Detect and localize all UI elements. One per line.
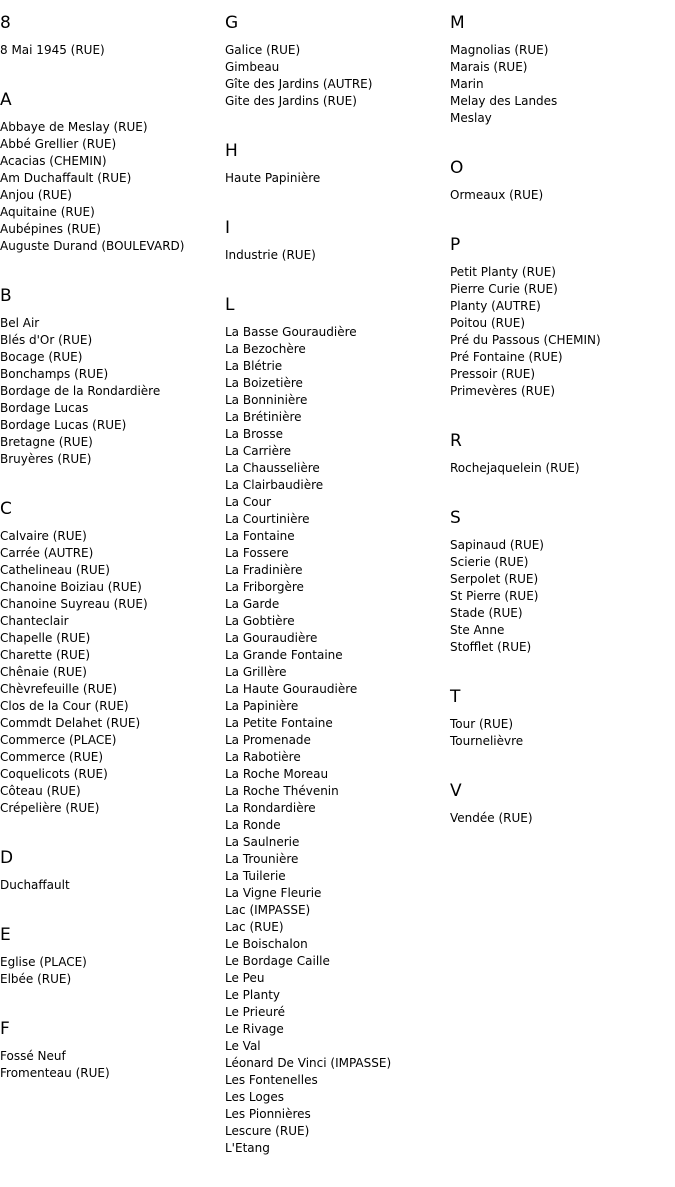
street-item: Charette (RUE) <box>0 648 91 662</box>
street-item: 8 Mai 1945 (RUE) <box>0 43 105 57</box>
letter-section <box>0 847 225 894</box>
street-item: Ormeaux (RUE) <box>450 188 544 202</box>
street-item: La Brétinière <box>225 410 302 424</box>
letter-section <box>0 924 225 988</box>
street-list <box>225 324 450 1157</box>
street-item: L'Etang <box>225 1141 270 1155</box>
street-list <box>450 187 675 204</box>
street-item: St Pierre (RUE) <box>450 589 539 603</box>
street-item: La Garde <box>225 597 280 611</box>
letter-section <box>0 12 225 59</box>
letter-section <box>450 157 675 204</box>
index-column-3 <box>450 0 675 857</box>
street-item: La Saulnerie <box>225 835 300 849</box>
street-item: La Haute Gouraudière <box>225 682 358 696</box>
street-item: Les Loges <box>225 1090 284 1104</box>
street-item: Commerce (PLACE) <box>0 733 117 747</box>
street-item: Serpolet (RUE) <box>450 572 539 586</box>
street-item: Lac (RUE) <box>225 920 284 934</box>
street-item: Coquelicots (RUE) <box>0 767 108 781</box>
street-item: Bocage (RUE) <box>0 350 83 364</box>
letter-section <box>0 1018 225 1082</box>
street-item: Aubépines (RUE) <box>0 222 101 236</box>
street-item: Les Fontenelles <box>225 1073 318 1087</box>
letter-heading: P <box>450 235 461 255</box>
street-item: Vendée (RUE) <box>450 811 533 825</box>
street-item: Galice (RUE) <box>225 43 301 57</box>
street-item: Poitou (RUE) <box>450 316 526 330</box>
street-item: Blés d'Or (RUE) <box>0 333 93 347</box>
street-item: Le Rivage <box>225 1022 284 1036</box>
street-item: Industrie (RUE) <box>225 248 316 262</box>
street-item: La Chausselière <box>225 461 320 475</box>
street-item: Abbé Grellier (RUE) <box>0 137 117 151</box>
street-list <box>450 42 675 127</box>
letter-heading: I <box>225 218 231 238</box>
street-item: Acacias (CHEMIN) <box>0 154 107 168</box>
street-item: Elbée (RUE) <box>0 972 72 986</box>
street-list <box>0 954 225 988</box>
street-item: Lac (IMPASSE) <box>225 903 311 917</box>
street-item: La Blétrie <box>225 359 283 373</box>
letter-section <box>450 430 675 477</box>
street-item: Bordage de la Rondardière <box>0 384 161 398</box>
index-column-2 <box>225 0 450 1187</box>
letter-section <box>225 140 450 187</box>
street-item: Pré du Passous (CHEMIN) <box>450 333 601 347</box>
street-item: Am Duchaffault (RUE) <box>0 171 132 185</box>
street-item: La Friborgère <box>225 580 304 594</box>
street-list <box>0 528 225 817</box>
street-item: La Bonninière <box>225 393 308 407</box>
street-item: Chênaie (RUE) <box>0 665 87 679</box>
letter-section <box>450 780 675 827</box>
street-item: Carrée (AUTRE) <box>0 546 94 560</box>
street-item: Calvaire (RUE) <box>0 529 87 543</box>
street-item: La Gobtière <box>225 614 295 628</box>
street-item: Rochejaquelein (RUE) <box>450 461 580 475</box>
letter-section <box>225 294 450 1157</box>
street-item: Gîte des Jardins (AUTRE) <box>225 77 373 91</box>
letter-section <box>0 498 225 817</box>
street-list <box>450 810 675 827</box>
street-list <box>0 42 225 59</box>
street-item: Ste Anne <box>450 623 505 637</box>
street-item: La Bezochère <box>225 342 306 356</box>
street-item: Stofflet (RUE) <box>450 640 532 654</box>
street-item: La Vigne Fleurie <box>225 886 322 900</box>
street-item: La Cour <box>225 495 272 509</box>
street-item: Le Peu <box>225 971 265 985</box>
street-list <box>0 877 225 894</box>
street-item: Chanteclair <box>0 614 69 628</box>
street-item: Chanoine Suyreau (RUE) <box>0 597 148 611</box>
street-item: Le Boischalon <box>225 937 308 951</box>
street-item: Primevères (RUE) <box>450 384 556 398</box>
street-list <box>0 119 225 255</box>
street-item: Le Bordage Caille <box>225 954 330 968</box>
street-item: Commdt Delahet (RUE) <box>0 716 141 730</box>
street-item: Marin <box>450 77 484 91</box>
street-item: La Petite Fontaine <box>225 716 333 730</box>
street-item: Scierie (RUE) <box>450 555 529 569</box>
street-item: Bonchamps (RUE) <box>0 367 109 381</box>
letter-heading: M <box>450 13 465 33</box>
street-item: Le Val <box>225 1039 261 1053</box>
street-item: Stade (RUE) <box>450 606 523 620</box>
street-list <box>450 537 675 656</box>
street-item: La Grillère <box>225 665 287 679</box>
letter-heading: H <box>225 141 238 161</box>
street-list <box>450 460 675 477</box>
street-item: Bel Air <box>0 316 40 330</box>
letter-heading: B <box>0 286 12 306</box>
street-list <box>450 264 675 400</box>
letter-section <box>0 285 225 468</box>
street-item: La Fontaine <box>225 529 295 543</box>
street-item: Léonard De Vinci (IMPASSE) <box>225 1056 392 1070</box>
street-item: La Tuilerie <box>225 869 286 883</box>
letter-heading: D <box>0 848 14 868</box>
street-item: Tour (RUE) <box>450 717 514 731</box>
street-item: Petit Planty (RUE) <box>450 265 556 279</box>
street-list <box>225 247 450 264</box>
street-item: Auguste Durand (BOULEVARD) <box>0 239 185 253</box>
street-item: Pressoir (RUE) <box>450 367 536 381</box>
street-list <box>0 315 225 468</box>
street-item: Bordage Lucas <box>0 401 89 415</box>
street-item: La Fossere <box>225 546 289 560</box>
street-item: La Grande Fontaine <box>225 648 343 662</box>
street-list <box>225 170 450 187</box>
street-item: Bretagne (RUE) <box>0 435 93 449</box>
letter-heading: G <box>225 13 239 33</box>
letter-section <box>0 89 225 255</box>
letter-heading: V <box>450 781 462 801</box>
street-item: Cathelineau (RUE) <box>0 563 110 577</box>
letter-section <box>225 217 450 264</box>
street-item: Pré Fontaine (RUE) <box>450 350 563 364</box>
street-item: La Gouraudière <box>225 631 318 645</box>
street-item: Sapinaud (RUE) <box>450 538 544 552</box>
street-item: Clos de la Cour (RUE) <box>0 699 129 713</box>
street-item: Gimbeau <box>225 60 280 74</box>
street-item: Fossé Neuf <box>0 1049 66 1063</box>
letter-heading: A <box>0 90 12 110</box>
street-item: Chanoine Boiziau (RUE) <box>0 580 142 594</box>
street-item: Bordage Lucas (RUE) <box>0 418 127 432</box>
street-item: La Brosse <box>225 427 283 441</box>
street-item: Le Planty <box>225 988 281 1002</box>
letter-section <box>450 507 675 656</box>
letter-heading: F <box>0 1019 10 1039</box>
street-item: La Clairbaudière <box>225 478 324 492</box>
street-item: Melay des Landes <box>450 94 558 108</box>
street-item: Duchaffault <box>0 878 70 892</box>
letter-section <box>450 234 675 400</box>
street-item: Anjou (RUE) <box>0 188 72 202</box>
street-item: Commerce (RUE) <box>0 750 104 764</box>
letter-heading: C <box>0 499 12 519</box>
street-item: La Rabotière <box>225 750 301 764</box>
street-item: La Roche Moreau <box>225 767 329 781</box>
letter-heading: S <box>450 508 461 528</box>
letter-section <box>450 686 675 750</box>
street-item: La Rondardière <box>225 801 316 815</box>
street-item: Crépelière (RUE) <box>0 801 100 815</box>
street-item: Les Pionnières <box>225 1107 311 1121</box>
street-item: La Boizetière <box>225 376 303 390</box>
street-list <box>225 42 450 110</box>
index-column-1 <box>0 0 225 1112</box>
street-item: Magnolias (RUE) <box>450 43 549 57</box>
street-item: Bruyères (RUE) <box>0 452 92 466</box>
street-item: Haute Papinière <box>225 171 321 185</box>
letter-heading: R <box>450 431 462 451</box>
letter-section <box>450 12 675 127</box>
street-item: La Trounière <box>225 852 299 866</box>
letter-heading: E <box>0 925 11 945</box>
street-item: Marais (RUE) <box>450 60 528 74</box>
letter-section <box>225 12 450 110</box>
street-item: Gite des Jardins (RUE) <box>225 94 357 108</box>
street-item: La Fradinière <box>225 563 303 577</box>
street-item: La Carrière <box>225 444 292 458</box>
street-item: La Courtinière <box>225 512 310 526</box>
street-item: Chapelle (RUE) <box>0 631 91 645</box>
street-item: Aquitaine (RUE) <box>0 205 95 219</box>
street-item: Abbaye de Meslay (RUE) <box>0 120 148 134</box>
letter-heading: 8 <box>0 13 11 33</box>
letter-heading: O <box>450 158 464 178</box>
street-item: Meslay <box>450 111 492 125</box>
street-item: Fromenteau (RUE) <box>0 1066 110 1080</box>
letter-heading: T <box>450 687 461 707</box>
street-item: Eglise (PLACE) <box>0 955 87 969</box>
street-item: Chèvrefeuille (RUE) <box>0 682 117 696</box>
street-item: La Roche Thévenin <box>225 784 339 798</box>
street-list <box>0 1048 225 1082</box>
street-item: Tournelièvre <box>450 734 524 748</box>
street-item: Pierre Curie (RUE) <box>450 282 558 296</box>
street-list <box>450 716 675 750</box>
street-item: Le Prieuré <box>225 1005 286 1019</box>
street-item: Planty (AUTRE) <box>450 299 541 313</box>
street-item: Lescure (RUE) <box>225 1124 310 1138</box>
street-item: La Basse Gouraudière <box>225 325 357 339</box>
letter-heading: L <box>225 295 235 315</box>
street-item: La Promenade <box>225 733 311 747</box>
street-item: La Papinière <box>225 699 299 713</box>
street-item: La Ronde <box>225 818 281 832</box>
street-item: Côteau (RUE) <box>0 784 81 798</box>
